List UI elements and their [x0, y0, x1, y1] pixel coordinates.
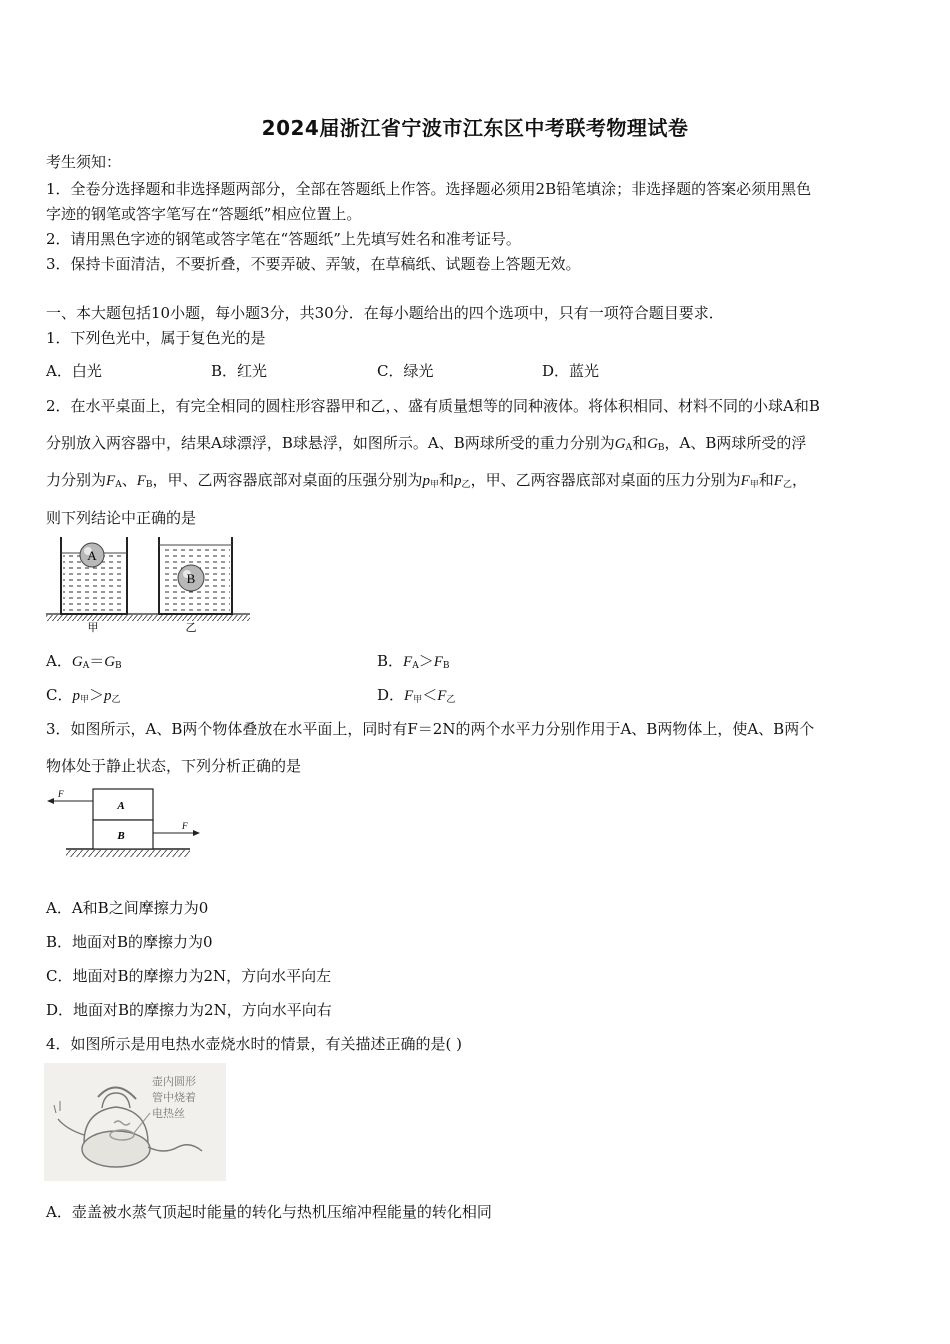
exam-title: 2024届浙江省宁波市江东区中考联考物理试卷 [261, 116, 689, 140]
ball-a-label: A [87, 548, 97, 563]
option-b: B．地面对B的摩擦力为0 [46, 933, 213, 951]
subscript: 乙 [446, 695, 456, 705]
question-stem-line [46, 432, 806, 453]
option-letter: B． [377, 652, 404, 670]
subscript: B [657, 443, 665, 453]
subscript: 乙 [111, 695, 121, 705]
symbol-f: F [404, 688, 414, 704]
option-letter: A． [46, 652, 72, 670]
ground-hatch [66, 850, 190, 857]
subscript: 乙 [461, 480, 471, 490]
label-yi: 乙 [185, 622, 197, 634]
text: 、 [121, 471, 137, 489]
label-jia: 甲 [87, 622, 99, 634]
ground-hatch [46, 615, 250, 621]
question-stem: 2．在水平桌面上，有完全相同的圆柱形容器甲和乙，、盛有质量想等的同种液体。将体积相同、材料不同的小球A和B [46, 397, 820, 415]
option-c: C．地面对B的摩擦力为2N，方向水平向左 [46, 967, 332, 985]
operator: ＞ [89, 686, 105, 704]
symbol-f: F [740, 473, 750, 489]
subscript: A [412, 661, 419, 671]
text: ，A、B两球所受的浮 [664, 434, 807, 452]
force-label: F [58, 789, 64, 799]
subscript: 甲 [413, 695, 423, 705]
notice-item: 2．请用黑色字迹的钢笔或答字笔在“答题纸”上先填写姓名和准考证号。 [46, 230, 521, 248]
option-d: D．蓝光 [542, 362, 600, 380]
figure-caption: 管中烧着 [152, 1092, 196, 1104]
option-b: B．红光 [211, 362, 268, 380]
symbol-f: F [773, 473, 783, 489]
operator: ＝ [89, 652, 105, 670]
ball-b-label: B [186, 571, 196, 586]
option-d: D．地面对B的摩擦力为2N，方向水平向右 [46, 1001, 332, 1019]
notice-item: 字迹的钢笔或答字笔写在“答题纸”相应位置上。 [46, 205, 362, 223]
symbol-g: G [104, 654, 116, 670]
subscript: B [115, 661, 122, 671]
notice-heading: 考生须知： [46, 153, 122, 171]
kettle-figure [44, 1063, 226, 1181]
option-d [377, 684, 455, 705]
subscript: B [145, 480, 153, 490]
figure-caption: 壶内圆形 [152, 1076, 196, 1088]
question-stem-line: 物体处于静止状态，下列分析正确的是 [46, 757, 302, 775]
subscript: 甲 [749, 480, 759, 490]
symbol-p: p [104, 688, 112, 704]
ball-a [80, 543, 104, 567]
symbol-f: F [106, 473, 116, 489]
section-intro: 一、本大题包括10小题，每小题3分，共30分．在每小题给出的四个选项中，只有一项符合题目要求． [46, 304, 724, 322]
notice-item: 3．保持卡面清洁，不要折叠，不要弄破、弄皱，在草稿纸、试题卷上答题无效。 [46, 255, 581, 273]
text: 和 [758, 471, 774, 489]
subscript: A [115, 480, 122, 490]
symbol-f: F [437, 688, 447, 704]
figure-caption: 电热丝 [152, 1108, 185, 1120]
block-b-label: B [117, 830, 125, 842]
symbol-p: p [72, 688, 80, 704]
force-arrow-left [47, 789, 93, 804]
ball-b [178, 565, 204, 591]
symbol-g: G [71, 654, 83, 670]
option-b [377, 650, 450, 671]
text: 力分别为 [46, 471, 107, 489]
subscript: A [82, 661, 90, 671]
question-stem: 1．下列色光中，属于复色光的是 [46, 329, 266, 347]
option-a: A．壶盖被水蒸气顶起时能量的转化与热机压缩冲程能量的转化相同 [46, 1203, 492, 1221]
symbol-g: G [647, 436, 658, 452]
question-stem: 4．如图所示是用电热水壶烧水时的情景，有关描述正确的是( ) [46, 1035, 463, 1053]
option-letter: D． [377, 686, 405, 704]
symbol-p: p [454, 473, 462, 489]
text: ， [791, 471, 807, 489]
text: 分别放入两容器中，结果A球漂浮，B球悬浮，如图所示。A、B两球所受的重力分别为 [46, 434, 615, 452]
operator: ＜ [422, 686, 438, 704]
question-stem: 3．如图所示，A、B两个物体叠放在水平面上，同时有F＝2N的两个水平力分别作用于A、B两物体上，使A、B两个 [46, 720, 815, 738]
symbol-f: F [433, 654, 443, 670]
text: 和 [439, 471, 455, 489]
subscript: 甲 [430, 480, 440, 490]
containers-figure [44, 535, 254, 635]
blocks-figure [44, 783, 204, 861]
question-stem-line: 则下列结论中正确的是 [46, 509, 197, 527]
symbol-f: F [403, 654, 413, 670]
option-c [46, 684, 121, 705]
option-a: A．A和B之间摩擦力为0 [46, 899, 209, 917]
symbol-f: F [136, 473, 146, 489]
block-a-label: A [117, 800, 125, 812]
operator: ＞ [418, 652, 434, 670]
text: ，甲、乙两容器底部对桌面的压力分别为 [470, 471, 741, 489]
force-arrow-right [153, 821, 200, 836]
subscript: A [625, 443, 633, 453]
option-a [46, 650, 122, 671]
option-a: A．白光 [46, 362, 102, 380]
subscript: 甲 [79, 695, 89, 705]
question-stem-line [46, 469, 807, 490]
notice-item: 1．全卷分选择题和非选择题两部分，全部在答题纸上作答。选择题必须用2B铅笔填涂；非选择题的答案必须用黑色 [46, 180, 812, 198]
text: ，甲、乙两容器底部对桌面的压强分别为 [152, 471, 423, 489]
force-label: F [182, 821, 188, 831]
symbol-p: p [422, 473, 431, 489]
symbol-g: G [614, 436, 626, 452]
text: 和 [632, 434, 648, 452]
subscript: 乙 [782, 480, 792, 490]
option-letter: C． [46, 686, 73, 704]
subscript: B [442, 661, 450, 671]
option-c: C．绿光 [377, 362, 434, 380]
